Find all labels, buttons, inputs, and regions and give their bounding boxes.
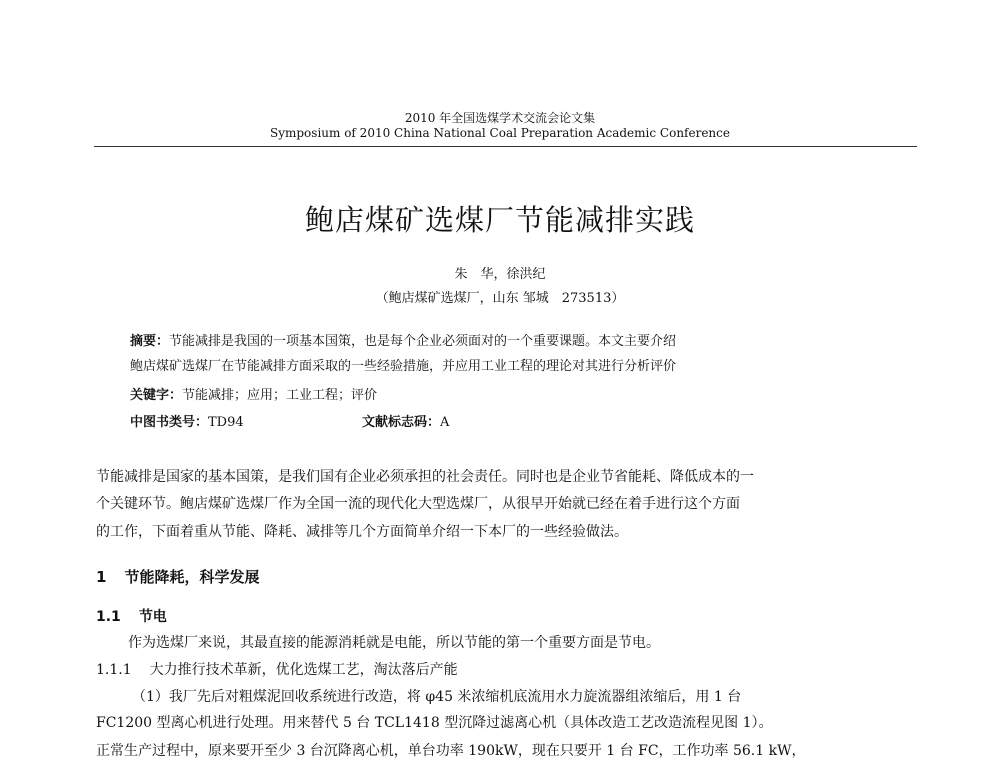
document-code-label: 文献标志码： bbox=[362, 415, 441, 430]
keywords-text: 节能减排；应用；工业工程；评价 bbox=[182, 388, 378, 403]
intro-line-3: 的工作，下面着重从节能、降耗、减排等几个方面简单介绍一下本厂的一些经验做法。 bbox=[96, 524, 628, 540]
abstract-line-2: 鲍店煤矿选煤厂在节能减排方面采取的一些经验措施，并应用工业工程的理论对其进行分析评价 bbox=[130, 359, 677, 374]
intro-line-1: 节能减排是国家的基本国策，是我们国有企业必须承担的社会责任。同时也是企业节省能耗、降低成本的一 bbox=[96, 469, 754, 485]
section-1-1-number: 1.1 bbox=[96, 609, 121, 625]
section-1-1-1-title: 大力推行技术革新，优化选煤工艺，淘汰落后产能 bbox=[149, 662, 458, 678]
abstract-text-1: 节能减排是我国的一项基本国策，也是每个企业必须面对的一个重要课题。本文主要介绍 bbox=[169, 334, 677, 349]
document-code-text: A bbox=[440, 415, 450, 430]
abstract-label: 摘要： bbox=[130, 334, 170, 349]
section-1-1-title: 节电 bbox=[138, 609, 167, 625]
section-1-1-text: 作为选煤厂来说，其最直接的能源消耗就是电能，所以节能的第一个重要方面是节电。 bbox=[128, 635, 660, 651]
running-header-cn: 2010 年全国选煤学术交流会论文集 bbox=[404, 111, 596, 125]
section-1-heading bbox=[96, 566, 259, 587]
classification-text: TD94 bbox=[208, 415, 244, 430]
keywords-label: 关键字： bbox=[130, 388, 183, 403]
affiliation: （鲍店煤矿选煤厂，山东 邹城 273513） bbox=[375, 291, 625, 306]
paper-title: 鲍店煤矿选煤厂节能减排实践 bbox=[304, 203, 695, 237]
section-1-1-heading bbox=[96, 606, 167, 626]
classification-label: 中图书类号： bbox=[130, 415, 209, 430]
document-code bbox=[362, 411, 449, 430]
intro-line-2: 个关键环节。鲍店煤矿选煤厂作为全国一流的现代化大型选煤厂，从很早开始就已经在着手进行这个方面 bbox=[96, 496, 740, 512]
keywords bbox=[130, 384, 377, 403]
section-1-number: 1 bbox=[96, 568, 107, 586]
paragraph-line-3: 正常生产过程中，原来要开至少 3 台沉降离心机，单台功率 190kW，现在只要开 1 台 FC，工作功率 56.1 kW， bbox=[96, 743, 806, 759]
abstract-line-1 bbox=[130, 330, 676, 349]
header-rule bbox=[94, 146, 917, 147]
paragraph-line-1: （1）我厂先后对粗煤泥回收系统进行改造，将 φ45 米浓缩机底流用水力旋流器组浓缩后，用 1 台 bbox=[132, 689, 742, 705]
section-1-1-1-heading bbox=[96, 659, 458, 679]
section-1-title: 节能降耗，科学发展 bbox=[124, 568, 260, 586]
classification bbox=[130, 411, 244, 430]
running-header-en: Symposium of 2010 China National Coal Preparation Academic Conference bbox=[270, 126, 730, 140]
authors: 朱 华，徐洪纪 bbox=[454, 267, 546, 282]
section-1-1-1-number: 1.1.1 bbox=[96, 662, 132, 678]
paragraph-line-2: FC1200 型离心机进行处理。用来替代 5 台 TCL1418 型沉降过滤离心机（具体改造工艺改造流程见图 1）。 bbox=[96, 715, 773, 731]
